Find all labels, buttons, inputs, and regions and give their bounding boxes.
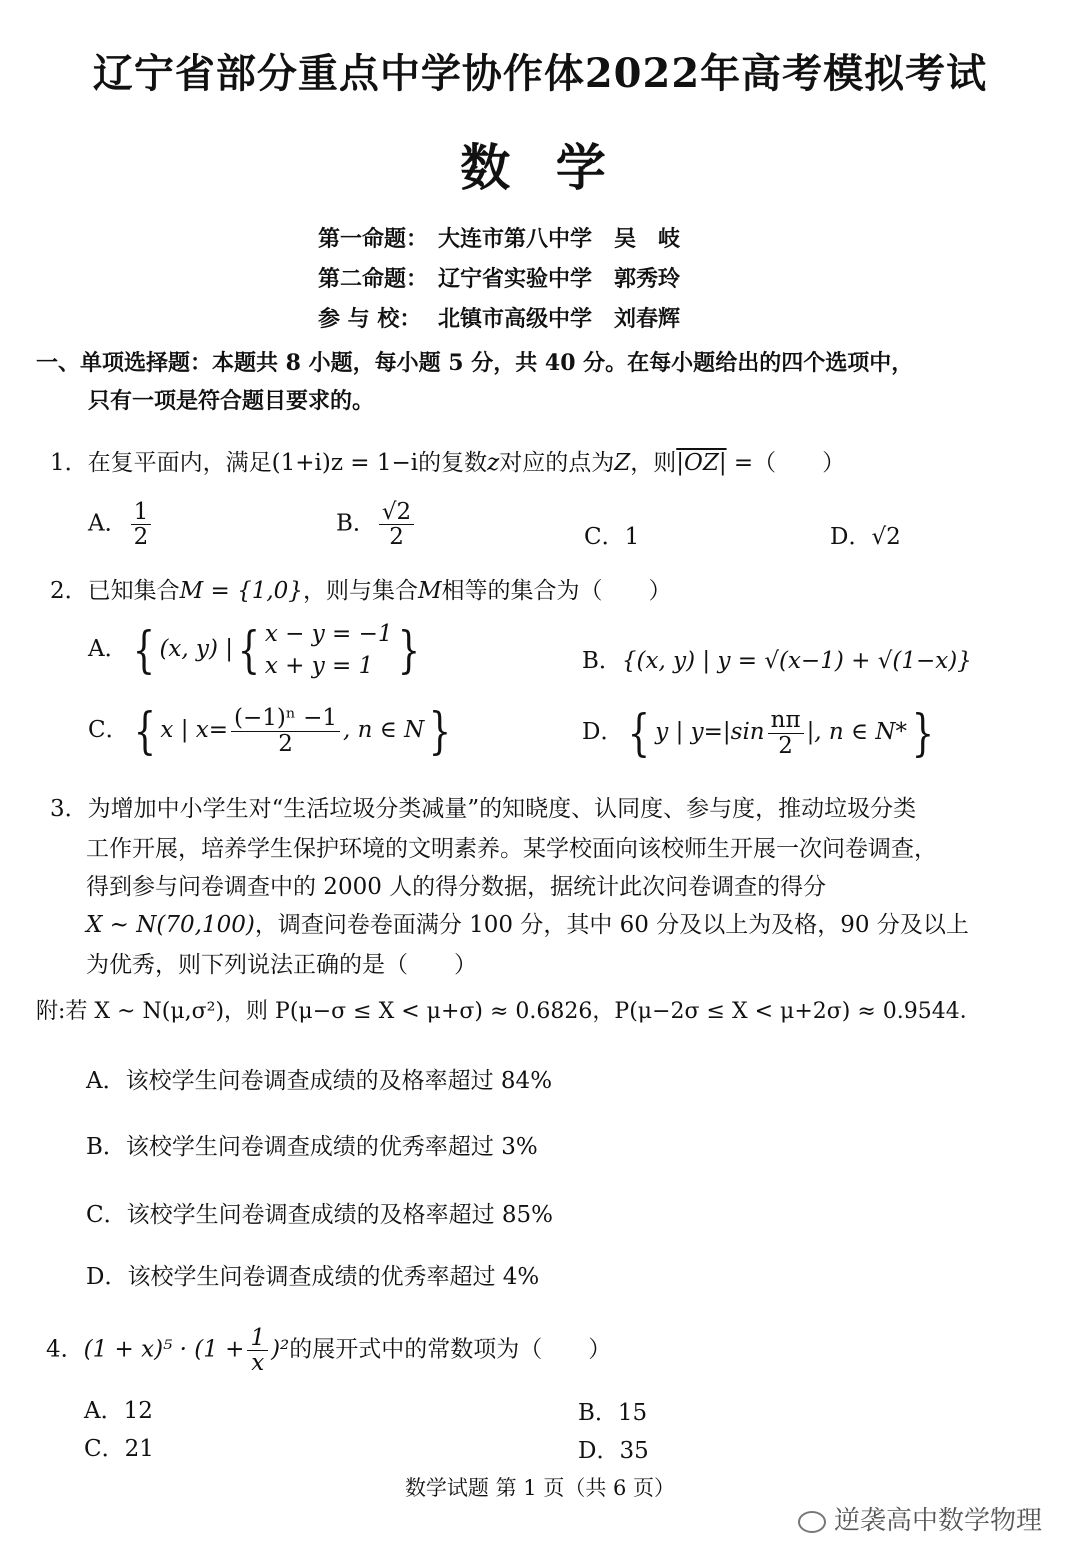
credit-line-2 [318, 262, 680, 293]
math-expr: (1 + x)⁵ · (1 + [83, 1336, 245, 1363]
right-brace: } [911, 704, 935, 762]
q4-option-d[interactable]: D．35 [578, 1438, 649, 1464]
question-number: 3． [50, 796, 88, 822]
credit-role: 第二命题： [318, 266, 429, 292]
option-label: C． [88, 717, 129, 743]
q3-option-b[interactable]: B．该校学生问卷调查成绩的优秀率超过 3% [86, 1134, 538, 1160]
frac-num: nπ [768, 708, 804, 733]
math-expr: X ~ N(70,100) [86, 912, 255, 938]
stem-text: 的展开式中的常数项为（ ） [289, 1336, 612, 1363]
fraction [247, 1326, 268, 1375]
frac-den: 2 [389, 524, 404, 551]
question-3-line4 [86, 906, 969, 939]
question-number: 2． [50, 578, 88, 604]
q3-option-c[interactable]: C．该校学生问卷调查成绩的及格率超过 85% [86, 1202, 554, 1228]
question-number: 1． [50, 450, 88, 476]
right-brace: } [397, 621, 420, 680]
fraction [131, 500, 152, 549]
q3-option-a[interactable]: A．该校学生问卷调查成绩的及格率超过 84% [86, 1068, 553, 1094]
math-expr: x | x= [160, 717, 229, 743]
option-label: B． [582, 648, 622, 674]
frac-den: x [251, 1350, 265, 1377]
q1-option-d[interactable] [830, 518, 901, 551]
q4-option-c[interactable]: C．21 [84, 1436, 154, 1462]
stem-text: ，调查问卷卷面满分 100 分，其中 60 分及以上为及格，90 分及以上 [254, 912, 969, 938]
question-2-stem [50, 572, 672, 605]
fraction [231, 706, 340, 755]
fraction [768, 708, 804, 757]
right-brace: } [429, 702, 452, 760]
stem-text: =（ ） [726, 450, 846, 476]
equation: x − y = −1 [264, 621, 393, 647]
credit-person: 郭秀玲 [614, 266, 681, 292]
math-expr: |, n ∈ N* [806, 719, 908, 745]
stem-text: 在复平面内，满足 [87, 450, 272, 476]
math-var: Z [614, 450, 631, 476]
frac-den: 2 [778, 732, 793, 759]
q4-option-a[interactable]: A．12 [84, 1398, 153, 1424]
q1-option-c[interactable] [584, 518, 639, 551]
section-heading-line1: 一、单项选择题：本题共 8 小题，每小题 5 分，共 40 分。在每小题给出的四个选项中， [36, 350, 914, 376]
math-expr: (1+i)z = 1−i [271, 450, 419, 476]
question-3-line5: 为优秀，则下列说法正确的是（ ） [86, 952, 477, 978]
frac-den: 2 [278, 730, 293, 757]
left-brace: { [237, 621, 261, 680]
question-1-stem [50, 444, 845, 477]
stem-text: 为增加中小学生对“生活垃圾分类减量”的知晓度、认同度、参与度，推动垃圾分类 [87, 796, 917, 822]
option-value: 1 [624, 524, 640, 550]
credit-org: 辽宁省实验中学 [438, 266, 593, 292]
frac-num: 1 [131, 500, 152, 525]
q2-option-b[interactable] [582, 642, 972, 675]
stem-text: 相等的集合为（ ） [441, 578, 672, 604]
question-3-line2: 工作开展，培养学生保护环境的文明素养。某学校面向该校师生开展一次问卷调查， [86, 836, 937, 862]
exam-title: 辽宁省部分重点中学协作体2022年高考模拟考试 [92, 50, 988, 97]
stem-text: ，则 [630, 450, 677, 476]
math-expr: , n ∈ N [343, 717, 425, 743]
math-var: M [417, 578, 442, 604]
question-4-stem [46, 1326, 611, 1375]
question-3-line1 [50, 790, 916, 823]
section-heading-line2: 只有一项是符合题目要求的。 [88, 388, 375, 414]
frac-num: √2 [379, 500, 414, 525]
credit-role: 参 与 校： [318, 306, 422, 332]
question-3-note: 附:若 X ~ N(μ,σ²)，则 P(μ−σ ≤ X < μ+σ) ≈ 0.6826，P(μ−2σ ≤ X < μ+2σ) ≈ 0.9544． [36, 999, 982, 1024]
left-brace: { [133, 702, 156, 760]
credit-org: 北镇市高级中学 [438, 306, 593, 332]
stem-text: ，则与集合 [302, 578, 418, 604]
option-label: A． [88, 636, 128, 663]
option-label: D． [830, 524, 872, 550]
q2-option-d[interactable] [582, 704, 939, 762]
wechat-icon [798, 1511, 826, 1533]
math-expr: (x, y) | [159, 636, 234, 663]
option-label: C． [584, 524, 625, 550]
credit-person: 吴 岐 [614, 226, 681, 252]
equation-system [265, 618, 393, 682]
math-expr: M = {1,0} [179, 578, 303, 604]
q1-option-b[interactable] [336, 500, 417, 549]
watermark-text: 逆袭高中数学物理 [834, 1506, 1043, 1536]
stem-text: 已知集合 [87, 578, 180, 604]
question-3-line3: 得到参与问卷调查中的 2000 人的得分数据，据统计此次问卷调查的得分 [86, 874, 827, 900]
left-brace: { [132, 621, 155, 680]
math-vector: |OZ| [676, 450, 727, 476]
option-label: B． [336, 510, 376, 537]
stem-text: 的复数 [418, 450, 488, 476]
stem-text: 对应的点为 [499, 450, 615, 476]
credit-org: 大连市第八中学 [438, 226, 593, 252]
question-number: 4． [46, 1336, 84, 1363]
math-var: z [487, 450, 500, 476]
q1-option-a[interactable] [88, 500, 154, 549]
math-expr: y | y=|sin [655, 719, 765, 745]
option-label: D． [582, 719, 624, 745]
equation: x + y = 1 [264, 653, 374, 680]
math-expr: )² [271, 1336, 290, 1363]
credit-line-1 [318, 222, 680, 253]
credit-person: 刘春辉 [614, 306, 681, 332]
page-footer: 数学试题 第 1 页（共 6 页） [404, 1476, 676, 1500]
watermark [798, 1500, 1042, 1537]
math-expr: {(x, y) | y = √(x−1) + √(1−x)} [621, 648, 972, 674]
q2-option-c[interactable] [88, 702, 456, 760]
credit-role: 第一命题： [318, 226, 429, 252]
q3-option-d[interactable]: D．该校学生问卷调查成绩的优秀率超过 4% [86, 1264, 540, 1290]
option-value: √2 [871, 524, 901, 550]
fraction [379, 500, 414, 549]
q2-option-a[interactable] [88, 618, 424, 682]
subject-title: 数 学 [460, 138, 620, 197]
left-brace: { [628, 704, 651, 762]
credit-line-3 [318, 302, 680, 333]
option-label: A． [88, 510, 128, 537]
frac-num: 1 [247, 1326, 268, 1351]
frac-num: (−1)ⁿ −1 [231, 706, 340, 731]
frac-den: 2 [133, 524, 149, 551]
q4-option-b[interactable]: B．15 [578, 1400, 648, 1426]
